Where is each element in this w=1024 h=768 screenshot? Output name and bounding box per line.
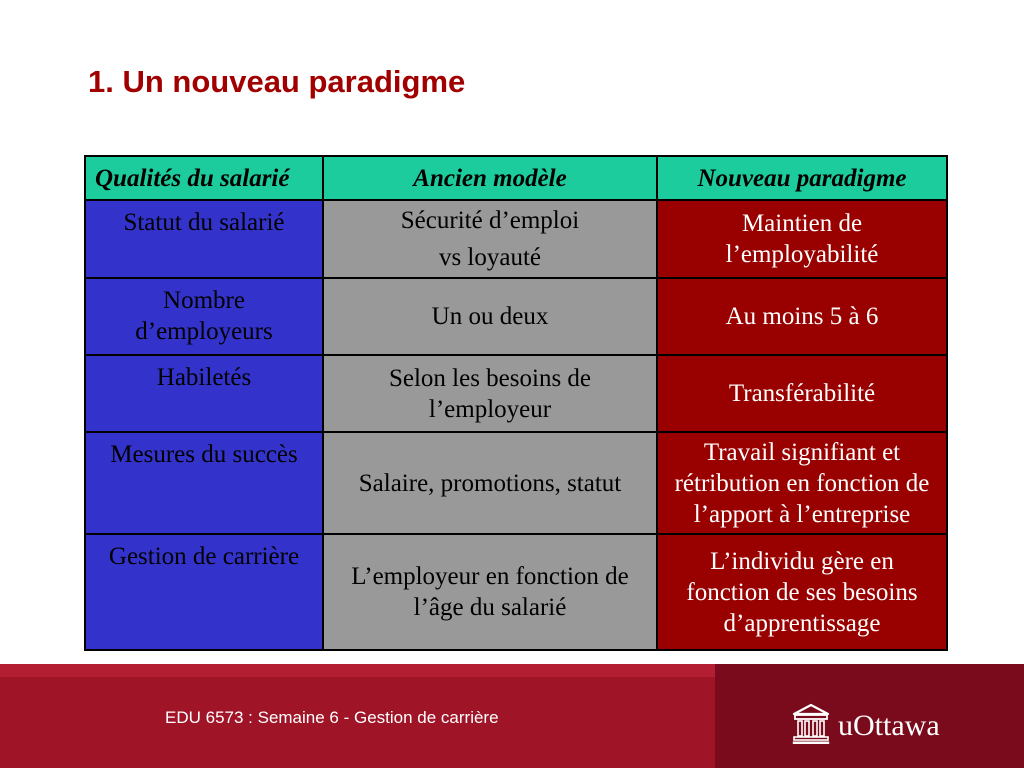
ancien-text: Salaire, promotions, statut [358,469,622,497]
ancien-cell [324,356,656,431]
quality-label: Statut du salarié [123,209,285,236]
nouveau-cell [658,279,946,354]
comparison-table [84,155,948,651]
quality-label: Gestion de carrière [108,543,300,570]
header-label: Nouveau paradigme [697,164,907,192]
header-label: Qualités du salarié [95,164,290,192]
quality-cell [86,279,322,354]
nouveau-cell [658,356,946,431]
quality-cell [86,433,322,533]
quality-cell [86,535,322,649]
quality-label: Habiletés [156,364,252,391]
nouveau-text: L’individu gère en fonction de ses besoins d’apprentissage [686,547,918,637]
header-qualites [86,157,322,199]
nouveau-text: Au moins 5 à 6 [725,303,879,330]
ancien-cell [324,433,656,533]
slide-title: 1. Un nouveau paradigme [88,64,466,99]
quality-label: Nombre d’employeurs [135,287,273,345]
ancien-cell [324,535,656,649]
footer-stripe [0,664,715,677]
ancien-text: Sécurité d’emploi [400,207,580,234]
quality-cell [86,356,322,431]
university-building-icon [792,703,830,745]
ancien-cell [324,201,656,277]
nouveau-text: Transférabilité [728,380,876,407]
nouveau-text: Travail signifiant et rétribution en fonction de l’apport à l’entreprise [674,438,930,528]
header-label: Ancien modèle [413,164,567,192]
university-logo-text: uOttawa [838,709,940,742]
nouveau-text: Maintien de l’employabilité [725,210,879,268]
ancien-text: L’employeur en fonction de l’âge du salarié [351,563,629,621]
ancien-text: Selon les besoins de l’employeur [388,364,592,423]
ancien-text: vs loyauté [438,244,542,271]
nouveau-cell [658,201,946,277]
quality-label: Mesures du succès [110,441,298,468]
course-label: EDU 6573 : Semaine 6 - Gestion de carrière [165,708,499,727]
header-ancien-modele [324,157,656,199]
nouveau-cell [658,433,946,533]
quality-cell [86,201,322,277]
nouveau-cell [658,535,946,649]
header-nouveau-paradigme [658,157,946,199]
ancien-text: Un ou deux [431,303,549,330]
ancien-cell [324,279,656,354]
slide-footer [0,664,1024,768]
